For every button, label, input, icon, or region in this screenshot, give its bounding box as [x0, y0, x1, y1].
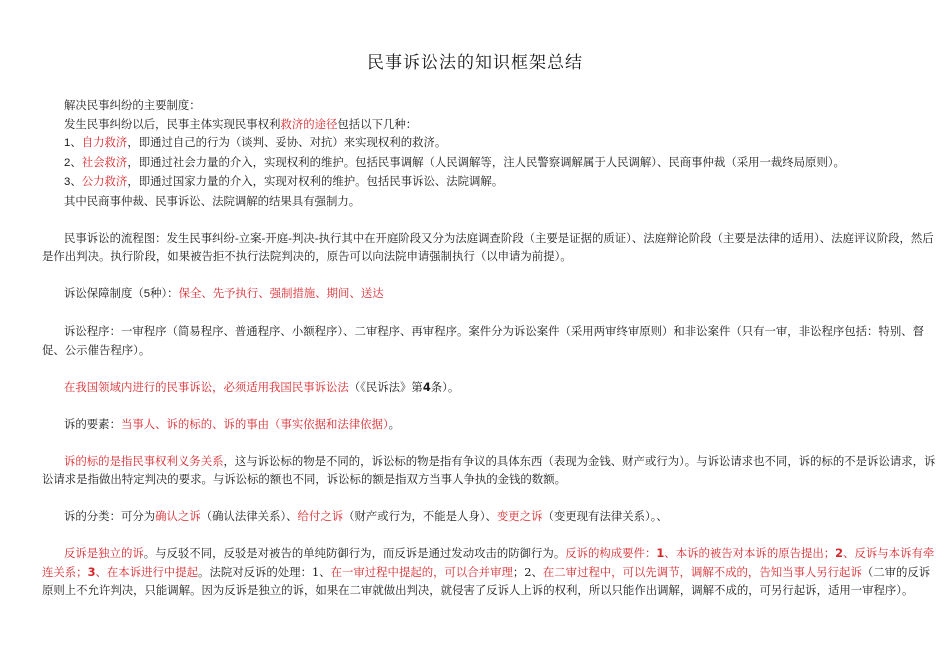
highlight-requirement-1: 、本诉的被告对本诉的原告提出； [664, 546, 836, 560]
document-body [42, 96, 938, 600]
paragraph-binding-force [42, 192, 938, 211]
list-number: 3、 [64, 176, 82, 188]
text: 发生民事纠纷以后，民事主体实现民事权利 [64, 116, 281, 131]
text: 条）。 [430, 379, 460, 394]
list-item-public-remedy [42, 172, 938, 192]
page-title: 民事诉讼法的知识框架总结 [367, 53, 583, 73]
paragraph-litigation-flow [42, 229, 938, 266]
text: 民事诉讼的流程图：发生民事纠纷-立案-开庭-判决-执行其中在开庭阶段又分为法庭调查阶段（主要是证据的质证）、法庭辩论阶段（主要是法律的适用）、法庭评议阶段，然后是作出判决。执行阶段，如果被告拒不执行法院判决的，原告可以向法院申请强制执行（以申请为前提）。 [42, 230, 934, 263]
text: 诉讼程序：一审程序（简易程序、普通程序、小额程序）、二审程序、再审程序。案件分为诉讼案件（采用两审终审原则）和非讼案件（只有一审，非讼程序包括：特别、督促、公示催告程序）。 [42, 324, 924, 357]
list-item-self-remedy [42, 133, 938, 153]
paragraph-subject-matter [42, 452, 938, 489]
number: 2 [835, 546, 844, 560]
list-number: 1、 [64, 137, 82, 149]
highlight-self-remedy: 自力救济 [81, 135, 128, 149]
text: ，即通过自己的行为（谈判、妥协、对抗）来实现权利的救济。 [127, 135, 447, 149]
paragraph-procedures [42, 322, 938, 359]
paragraph-jurisdiction-principle [42, 378, 938, 397]
text: 。与反驳不同，反驳是对被告的单纯防御行为，而反诉是通过发动攻击的防御行为。 [143, 546, 566, 560]
text: ，即通过社会力量的介入，实现权利的维护。包括民事调解（人民调解等，注人民警察调解属于人民调解）、民商事仲裁（采用一裁终局原则）。 [127, 154, 845, 169]
highlight-jurisdiction: 在我国领域内进行的民事诉讼，必须适用我国民事诉讼法 [64, 379, 349, 394]
number: 3 [87, 564, 96, 579]
list-number: 2、 [64, 156, 82, 169]
text: 诉讼保障制度（ [64, 286, 144, 300]
highlight-confirmation-action: 确认之诉 [155, 509, 201, 523]
text: （《民诉法》第 [348, 379, 423, 394]
highlight-second-instance: 在二审过程中，可以先调节，调解不成的，告知当事人另行起诉 [542, 564, 862, 579]
text: （确认法律关系）、 [200, 509, 298, 523]
paragraph-safeguard-systems [42, 284, 938, 304]
number: 1 [656, 546, 665, 560]
number: 5 [143, 288, 151, 300]
paragraph-remedy-intro [42, 115, 938, 134]
text: （二审的反诉原则上不允许判决，只能调解。因为反诉是独立的诉，如果在二审就做出判决，就侵害了反诉人上诉的权利，所以只能作出调解，调解不成的，可另行起诉，适用一审程序）。 [42, 564, 931, 597]
highlight-requirement-2: 、反诉与本诉有牵连关系； [42, 546, 935, 579]
text: 解决民事纠纷的主要制度： [64, 98, 201, 112]
highlight-public-remedy: 公力救济 [81, 174, 128, 188]
highlight-modification-action: 变更之诉 [496, 509, 543, 523]
highlight-counterclaim: 反诉是独立的诉 [64, 546, 144, 560]
highlight-remedy-path: 救济的途径 [280, 116, 338, 131]
text: 。 [388, 416, 401, 431]
highlight-social-remedy: 社会救济 [81, 154, 128, 169]
text: 种）： [150, 286, 179, 300]
text: 诉的要素： [64, 416, 121, 431]
text: ；2、 [512, 564, 543, 579]
highlight-first-instance: 在一审过程中提起的，可以合并审理 [330, 564, 513, 579]
highlight-safeguards: 保全、先予执行、强制措施、期间、送达 [178, 286, 384, 300]
paragraph-dispute-systems-heading [42, 96, 938, 115]
paragraph-elements-of-action [42, 415, 938, 434]
paragraph-counterclaim [42, 544, 938, 600]
text: ，这与诉讼标的物是不同的，诉讼标的物是指有争议的具体东西（表现为金钱、财产或行为）。与诉讼请求也不同，诉的标的不是诉讼请求，诉讼请求是指做出特定判决的要求。与诉讼标的额也不同，诉讼标的额是指双方当事人争执的金钱的数额。 [42, 453, 936, 486]
text: 。法院对反诉的处理：1、 [198, 564, 331, 579]
text: （财产或行为，不能是人身）、 [343, 509, 497, 523]
highlight-elements: 当事人、诉的标的、诉的事由（事实依据和法律依据） [120, 416, 389, 431]
text: 包括以下几种： [337, 116, 418, 131]
paragraph-types-of-action [42, 507, 938, 526]
number: 4 [422, 379, 431, 394]
text: 其中民商事仲裁、民事诉讼、法院调解的结果具有强制力。 [64, 193, 361, 208]
text: （变更现有法律关系）。、 [542, 509, 668, 523]
highlight-subject-matter: 诉的标的是指民事权利义务关系 [64, 453, 224, 468]
highlight-requirements: 反诉的构成要件： [565, 546, 657, 560]
text: ，即通过国家力量的介入，实现对权利的维护。包括民事诉讼、法院调解。 [127, 174, 504, 188]
highlight-requirement-3: 、在本诉进行中提起 [95, 564, 199, 579]
list-item-social-remedy [42, 153, 938, 173]
highlight-performance-action: 给付之诉 [297, 509, 344, 523]
text: 诉的分类：可分为 [64, 509, 156, 523]
